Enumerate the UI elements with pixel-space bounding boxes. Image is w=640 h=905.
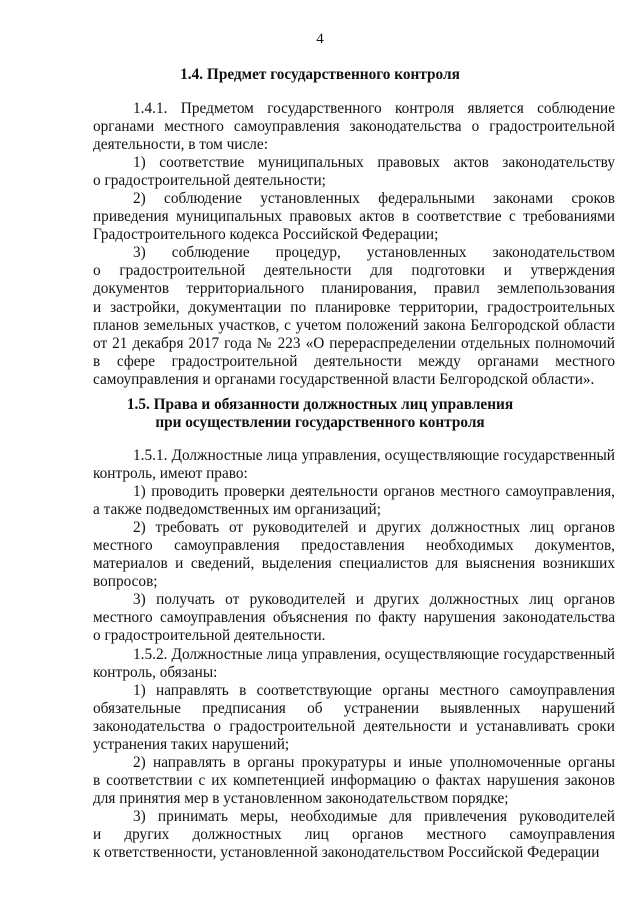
text-line: местного самоуправления объяснения по факту нарушения законодательства bbox=[93, 609, 615, 627]
section-heading-1-5-line1: 1.5. Права и обязанности должностных лиц управления bbox=[126, 396, 514, 413]
section-heading-1-4: 1.4. Предмет государственного контроля bbox=[180, 66, 460, 83]
section-heading-1-5-line2: при осуществлении государственного контроля bbox=[155, 414, 485, 431]
text-line: 1) соответствие муниципальных правовых актов законодательству bbox=[133, 154, 615, 172]
text-line: контроль, имеют право: bbox=[93, 465, 248, 483]
text-line: местного самоуправления предоставления необходимых документов, bbox=[93, 537, 615, 555]
text-line: 2) соблюдение установленных федеральными законами сроков bbox=[133, 190, 615, 208]
text-line: 1.5.2. Должностные лица управления, осуществляющие государственный bbox=[133, 645, 615, 663]
text-line: о градостроительной деятельности; bbox=[93, 172, 326, 190]
text-line: 1) проводить проверки деятельности органов местного самоуправления, bbox=[133, 483, 615, 501]
section-1-5-body bbox=[93, 447, 615, 862]
text-line: 2) требовать от руководителей и других должностных лиц органов bbox=[133, 519, 615, 537]
text-line: в соответствии с их компетенцией информацию о фактах нарушения законов bbox=[93, 771, 615, 789]
text-line: 3) получать от руководителей и других должностных лиц органов bbox=[133, 591, 615, 609]
section-1-4-body bbox=[93, 100, 615, 389]
text-line: в сфере градостроительной деятельности между органами местного bbox=[93, 352, 615, 370]
text-line: контроль, обязаны: bbox=[93, 663, 218, 681]
text-line: о градостроительной деятельности. bbox=[93, 627, 326, 645]
text-line: к ответственности, установленной законодательством Российской Федерации bbox=[93, 844, 600, 862]
text-line: Градостроительного кодекса Российской Федерации; bbox=[93, 226, 439, 244]
text-line: документов территориального планирования, правил землепользования bbox=[93, 280, 615, 298]
text-line: приведения муниципальных правовых актов в соответствие с требованиями bbox=[93, 208, 615, 226]
text-line: от 21 декабря 2017 года № 223 «О перераспределении отдельных полномочий bbox=[93, 334, 615, 352]
text-line: и других должностных лиц органов местного самоуправления bbox=[93, 825, 615, 843]
text-line: деятельности, в том числе: bbox=[93, 136, 268, 154]
text-line: 1.4.1. Предметом государственного контроля является соблюдение bbox=[133, 100, 615, 117]
text-line: 3) соблюдение процедур, установленных законодательством bbox=[133, 244, 615, 262]
text-line: и застройки, документации по планировке территории, градостроительных bbox=[93, 298, 615, 316]
text-line: вопросов; bbox=[93, 573, 158, 591]
text-line: а также подведомственных им организаций; bbox=[93, 501, 381, 519]
text-line: законодательства о градостроительной деятельности и устанавливать сроки bbox=[93, 717, 615, 735]
text-line: органами местного самоуправления законодательства о градостроительной bbox=[93, 118, 615, 136]
text-line: 2) направлять в органы прокуратуры и иные уполномоченные органы bbox=[133, 753, 615, 771]
text-line: 1) направлять в соответствующие органы местного самоуправления bbox=[133, 681, 615, 699]
text-line: для принятия мер в установленном законодательством порядке; bbox=[93, 789, 509, 807]
text-line: самоуправления и органами государственной власти Белгородской области». bbox=[93, 370, 595, 388]
text-line: устранения таких нарушений; bbox=[93, 735, 290, 753]
text-line: 1.5.1. Должностные лица управления, осуществляющие государственный bbox=[133, 447, 615, 464]
page-number: 4 bbox=[316, 31, 324, 47]
text-line: о градостроительной деятельности для подготовки и утверждения bbox=[93, 262, 615, 280]
text-line: обязательные предписания об устранении выявленных нарушений bbox=[93, 699, 615, 717]
text-line: 3) принимать меры, необходимые для привлечения руководителей bbox=[133, 807, 615, 825]
text-line: материалов и сведений, выделения специалистов для выяснения возникших bbox=[93, 555, 615, 573]
text-line: планов земельных участков, с учетом положений закона Белгородской области bbox=[93, 316, 615, 334]
